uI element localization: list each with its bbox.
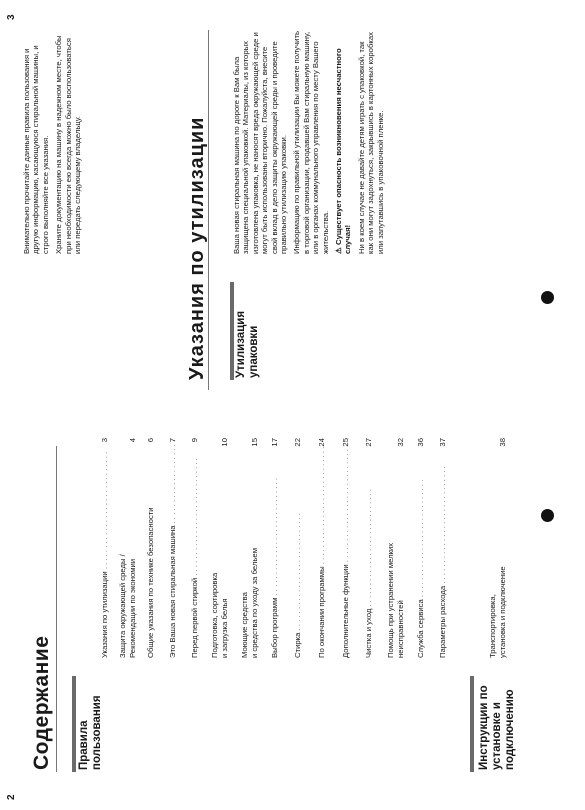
toc-entry-page: 3 bbox=[100, 438, 109, 443]
toc-entry-label: Указания по утилизации . . . bbox=[100, 438, 110, 658]
toc-entry-label: Перед первой стиркой . . . bbox=[190, 438, 200, 658]
toc-entry-label: Подготовка, сортировка и загрузка белья bbox=[210, 572, 229, 658]
toc-entry-label: Помощь при устранении мелких неисправностей bbox=[386, 542, 405, 658]
section-title-disposal: Указания по утилизации bbox=[186, 116, 208, 380]
toc-entry-label: Транспортировка, установка и подключение bbox=[488, 566, 507, 658]
right-page-number: 3 bbox=[6, 14, 17, 20]
warning-heading: ⚠ Существует опасность возникновения несчастного случая! bbox=[334, 48, 353, 254]
section-heading-installation: Инструкции по установке и подключению bbox=[478, 685, 516, 770]
toc-entry-page: 6 bbox=[146, 438, 155, 443]
toc-entry[interactable] bbox=[100, 438, 110, 658]
toc-entry[interactable] bbox=[210, 438, 229, 658]
section-title-rule bbox=[208, 30, 209, 390]
binder-hole-right bbox=[541, 291, 554, 304]
toc-entry-page: 32 bbox=[395, 438, 405, 447]
left-page-number: 2 bbox=[6, 794, 17, 800]
toc-entry-page: 25 bbox=[341, 438, 350, 447]
toc-entry[interactable] bbox=[416, 438, 426, 658]
toc-entry-label: Служба сервиса . . . bbox=[416, 438, 426, 658]
toc-entry[interactable] bbox=[341, 438, 351, 658]
toc-title: Содержание bbox=[30, 635, 53, 770]
intro-paragraph: Внимательно прочитайте данные правила пользования и другую информацию, касающуюся стиральной машины, и строго выполняйте все указания. bbox=[22, 45, 50, 254]
toc-entry-page: 22 bbox=[293, 438, 302, 447]
toc-entry-page: 15 bbox=[249, 438, 259, 447]
toc-entry-page: 38 bbox=[497, 438, 507, 447]
disposal-body bbox=[232, 29, 389, 254]
toc-entry[interactable] bbox=[168, 438, 178, 658]
warning-text: Ни в коем случае не давайте детям играть с упаковкой, так как они могут задохнуться, закрывшись в картонных коробках или запутавшись в упаковочной пленке. bbox=[356, 32, 385, 254]
toc-entry[interactable] bbox=[118, 438, 137, 658]
toc-entry[interactable] bbox=[190, 438, 200, 658]
toc-entry-page: 36 bbox=[416, 438, 425, 447]
toc-entry-label: Это Ваша новая стиральная машина . . . bbox=[168, 438, 178, 658]
section-bar-installation bbox=[470, 676, 474, 772]
toc-entry-page: 24 bbox=[317, 438, 326, 447]
toc-entry-label: Защита окружающей среды / Рекомендации по экономии bbox=[118, 554, 137, 658]
toc-entry-page: 4 bbox=[127, 438, 137, 443]
intro-text bbox=[22, 29, 86, 254]
toc-title-rule bbox=[56, 446, 57, 772]
toc-entry-label: Моющие средства и средства по уходу за бельем bbox=[240, 548, 259, 658]
toc-entry[interactable] bbox=[386, 438, 405, 658]
subsection-heading-packaging: Утилизация упаковки bbox=[235, 310, 260, 378]
binder-hole-left bbox=[541, 509, 554, 522]
toc-entry-label: Выбор программ . . . bbox=[270, 438, 280, 658]
toc-entry-label: Чистка и уход . . . bbox=[364, 438, 374, 658]
toc-entry-label: По окончании программы . . . bbox=[317, 438, 327, 658]
toc-entry-page: 10 bbox=[219, 438, 229, 447]
toc-entry-page: 37 bbox=[438, 438, 447, 447]
toc-entry[interactable] bbox=[488, 438, 507, 658]
section-bar-usage bbox=[72, 676, 76, 772]
toc-entry-page: 9 bbox=[190, 438, 199, 443]
toc-entry-label: Дополнительные функции . . . bbox=[341, 438, 351, 658]
section-heading-usage: Правила пользования bbox=[78, 695, 103, 770]
body-paragraph: Информацию по правильной утилизации Вы можете получить в торговой организации, продавшей Вам стиральную машину, или в органах коммунального управления по месту Вашего жительства. bbox=[292, 31, 330, 254]
subsection-bar bbox=[230, 282, 234, 380]
toc-entry-page: 27 bbox=[364, 438, 373, 447]
toc-entry-label: Параметры расхода . . . bbox=[438, 438, 448, 658]
body-paragraph: Ваша новая стиральная машина по дороге к Вам была защищена специальной упаковкой. Материалы, из которых изготовлена упаковка, не наносят вреда окружающей среде и могут быть использованы вторично. Пожалуйста, внесите свой вклад в дело защиты окружающей среды и проведите правильно утилизацию упаковки. bbox=[232, 32, 289, 254]
toc-entry[interactable] bbox=[438, 438, 448, 658]
toc-entry[interactable] bbox=[270, 438, 280, 658]
toc-entry-page: 7 bbox=[168, 438, 177, 443]
toc-entry[interactable] bbox=[364, 438, 374, 658]
toc-entry-label: Стирка . . . bbox=[293, 438, 303, 658]
intro-paragraph: Храните документацию на машину в надежном месте, чтобы при необходимости ею всегда можно было воспользоваться или передать следующему владельцу. bbox=[54, 35, 83, 254]
toc-entry[interactable] bbox=[293, 438, 303, 658]
toc-entry-label: Общие указания по технике безопасности bbox=[146, 507, 155, 658]
toc-entry[interactable] bbox=[317, 438, 327, 658]
toc-entry[interactable] bbox=[240, 438, 259, 658]
toc-entry[interactable] bbox=[146, 438, 156, 658]
toc-entry-page: 17 bbox=[270, 438, 279, 447]
